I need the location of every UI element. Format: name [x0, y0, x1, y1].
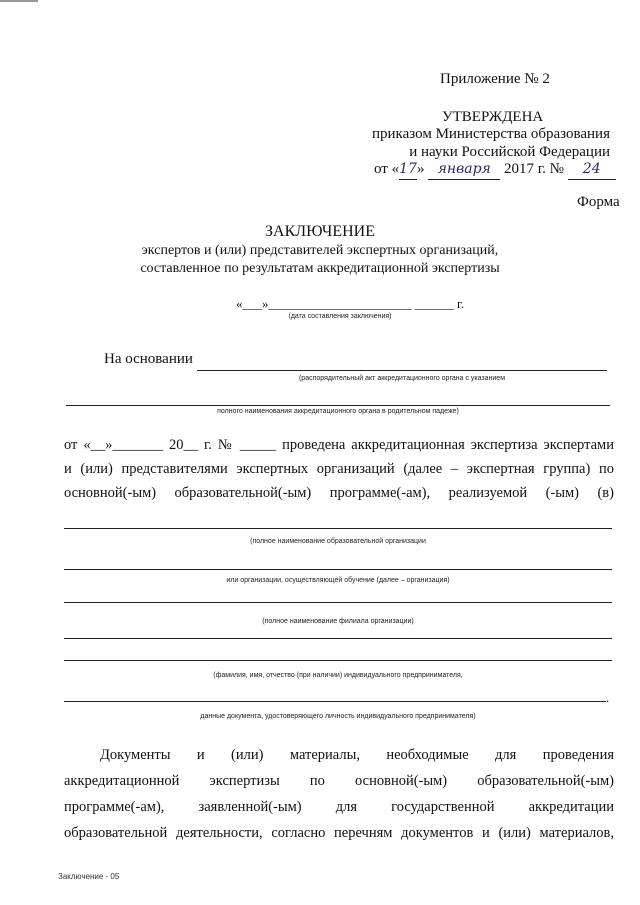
year-number-text: 2017 г. № [503, 161, 564, 177]
appendix-label: Приложение № 2 [440, 71, 550, 87]
document-title: ЗАКЛЮЧЕНИЕ [265, 223, 375, 240]
order-date-line [374, 160, 616, 180]
scan-edge-mark [0, 0, 38, 2]
order-line-2: и науки Российской Федерации [409, 144, 610, 160]
paragraph-documents-line-2: аккредитационной экспертизы по основной(-ым) образовательной(-ым) [64, 773, 614, 789]
form-label: Форма [577, 194, 620, 210]
date-mid: » [416, 161, 425, 177]
basis-caption-1: (распорядительный акт аккредитационного органа с указанием [298, 375, 506, 382]
entrepreneur-caption: (фамилия, имя, отчество (при наличии) индивидуального предпринимателя, [213, 672, 463, 679]
branch-line-2 [64, 638, 612, 639]
paragraph-expertise-line-1: от «__»_______ 20__ г. № _____ проведена аккредитационная экспертиза экспертами [64, 437, 614, 453]
paragraph-expertise-line-3: основной(-ым) образовательной(-ым) программе(-ам), реализуемой (-ым) (в) [64, 485, 614, 501]
subtitle-line-1: экспертов и (или) представителей экспертных организаций, [141, 243, 499, 258]
date-prefix: от « [374, 161, 400, 177]
conclusion-date-blank: «___»______________________ ______ г. [236, 296, 465, 311]
entrepreneur-line [64, 660, 612, 661]
paragraph-documents-line-3: программе(-ам), заявленной(-ым) для государственной аккредитации [64, 799, 614, 815]
basis-blank-line [197, 370, 607, 371]
basis-label: На основании [104, 351, 193, 367]
conclusion-date-caption: (дата составления заключения) [288, 313, 392, 320]
handwritten-number: 24 [568, 160, 616, 180]
basis-caption-2: полного наименования аккредитационного органа в родительном падеже) [217, 408, 459, 415]
org-full-name-caption: (полное наименование образовательной организации [250, 538, 426, 545]
branch-caption: (полное наименование филиала организации) [262, 618, 414, 625]
order-line-1: приказом Министерства образования [372, 126, 610, 142]
footer-form-code: Заключение - 05 [58, 872, 120, 881]
approved-label: УТВЕРЖДЕНА [442, 109, 544, 125]
period-mark: . [606, 690, 610, 705]
handwritten-day: 17 [399, 160, 417, 180]
basis-blank-line-2 [66, 405, 610, 406]
identity-doc-line [64, 701, 606, 702]
paragraph-expertise [64, 433, 614, 505]
identity-doc-caption: данные документа, удостоверяющего личность индивидуального предпринимателя) [200, 713, 476, 720]
paragraph-documents [64, 742, 614, 846]
branch-line [64, 602, 612, 603]
subtitle-line-2: составленное по результатам аккредитационной экспертизы [140, 261, 500, 276]
handwritten-month: января [428, 160, 500, 180]
org-training-caption: или организации, осуществляющей обучение (далее – организация) [226, 577, 450, 584]
org-training-line [64, 569, 612, 570]
paragraph-documents-line-4: образовательной деятельности, согласно перечням документов и (или) материалов, [64, 825, 614, 841]
org-full-name-line [64, 528, 612, 529]
paragraph-documents-line-1: Документы и (или) материалы, необходимые для проведения [100, 747, 614, 763]
paragraph-expertise-line-2: и (или) представителями экспертных организаций (далее – экспертная группа) по [64, 461, 614, 477]
